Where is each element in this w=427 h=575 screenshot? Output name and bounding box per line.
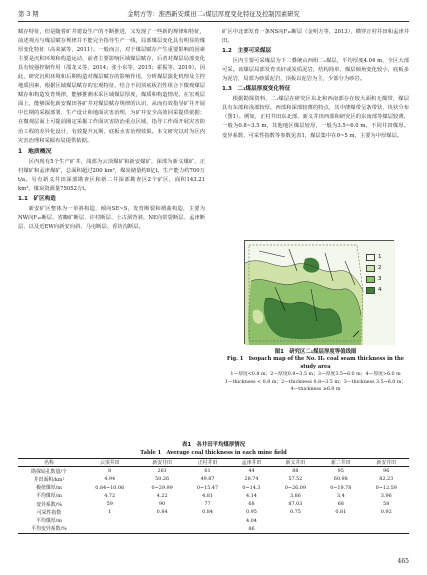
table-row [18,525,409,533]
table-cell [364,525,410,533]
column-header: 新义井田 [273,459,318,467]
row-label: 变异系数/% [36,501,62,508]
table-cell [80,517,139,525]
subsection-heading: 1.3 二₁煤层厚度变化特征 [222,86,291,93]
table-cell [185,525,230,533]
table-cell: 0~19.78 [330,484,352,491]
table-row [18,517,409,525]
figure-note: 1—thickness < 0.8 m；2—thickness 0.8~3.5 m；3—thickness 3.5~6.0 m； [224,379,407,385]
table-cell: 4.22 [156,492,168,499]
table-row [18,492,409,500]
table-cell: 0~12.59 [375,484,397,491]
legend-item [366,253,390,261]
legend-swatch [366,254,375,261]
table-cell [318,525,363,533]
table-cell [273,517,318,525]
table-row [18,467,409,475]
left-column [18,28,205,232]
table-cell [80,525,139,533]
table-cell: 261 [157,468,167,475]
figure-note: 4—thickness ≥6.0 m [290,387,341,392]
table-cell: 0.81 [335,509,347,516]
table-cell: 4.14 [246,492,257,499]
figure-1 [222,240,409,394]
column-header: 新二井田 [318,459,363,467]
column-header: 新安井田 [139,459,184,467]
paragraph: 区内现有5个生产矿井，浅部为云顶煤矿和新安煤矿，深部为新义煤矿、正村煤矿和孟津煤矿，总面积超过200 km²，煤炭储量约8亿t，生产能力约700万t/a。另有新义井田深部勘查区和新二井深部勘查区2个矿区，面积143.21 km²，煤炭资源量75052万t。 [18,158,205,192]
table-cell: 4.72 [104,492,116,499]
table-cell: 95 [337,468,344,475]
table-cell [139,525,184,533]
table-cell: 88 [292,468,299,475]
row-label: 平均变异系数/% [18,525,80,533]
legend-swatch [366,276,375,283]
column-header: 孟津井田 [230,459,272,467]
section-heading: 1 地质概况 [18,148,52,155]
table-cell: 0~14.3 [242,484,261,491]
table-cell: 87.03 [288,501,303,508]
table-cell: 0.84 [202,509,213,516]
right-column [222,28,409,141]
coal-thickness-table [18,458,409,534]
table-cell: 86 [230,525,272,533]
table-cell: 0.95 [246,509,257,516]
table-cell [318,517,363,525]
row-label: 平均煤厚/m [36,493,62,500]
table-cell: 3.96 [380,492,392,499]
table-cell: 0.84 [156,509,168,516]
legend-label: 3 [378,276,382,282]
running-head [18,9,409,21]
table-row [18,500,409,508]
legend-item [366,264,390,272]
table-cell: 4.04 [246,517,257,524]
table-cell: 0~29.99 [151,484,173,491]
table-cell: 0.84~10.06 [95,484,125,491]
table-cell: 61 [204,468,211,475]
column-header: 正村井田 [185,459,230,467]
legend-label: 1 [378,254,382,260]
table-cell: 44 [248,468,255,475]
table-header-row [18,459,409,467]
table-cell: 0.75 [289,509,301,516]
isopach-map [244,240,394,344]
table-row [18,475,409,483]
row-label: 勘探钻孔数量/个 [31,468,67,475]
table-cell: 77 [204,501,211,508]
table-cell: 28.74 [244,476,259,483]
table-cell: 96 [383,468,390,475]
table-cell: 3.86 [289,492,301,499]
legend-swatch [366,265,375,272]
table-cell [273,525,318,533]
table-cell: 60.98 [333,476,348,483]
table-cell: 68 [337,501,344,508]
legend-label: 4 [378,287,382,293]
row-label: 平均煤厚/m [36,518,62,525]
table-cell: 57.52 [288,476,303,483]
table-cell: 1 [108,509,112,516]
table-cell: 0.92 [380,509,392,516]
issue-label: 第 3 期 [18,11,39,18]
legend-swatch [366,287,375,294]
table-row [18,483,409,491]
table-cell: 50.26 [155,476,170,483]
header-rule [18,21,409,22]
table-cell: 49.87 [200,476,215,483]
table-row [18,508,409,516]
table-cell: 0~26.09 [284,484,306,491]
table-cell: 8 [108,468,112,475]
table-cell: 4.94 [104,476,116,483]
table-cell: 68 [248,501,255,508]
map-legend [366,253,390,297]
running-title: 金明方等：淮西新安煤田二₁煤层厚度变化特征及控制因素研究 [127,11,300,18]
table-cell: 90 [159,501,166,508]
table-cell: 4.81 [202,492,213,499]
table-cell: 3.4 [336,492,345,499]
legend-item [366,286,390,294]
table-cell: 58 [383,501,390,508]
figure-note: 1—厚度<0.8 m；2—厚度0.8~3.5 m；3—厚度3.5~6.0 m；4—厚度>6.0 m [230,372,401,377]
subsection-heading: 1.2 主要可采煤层 [222,48,272,55]
table-cell [139,517,184,525]
row-label: 井田面积/km² [33,476,65,483]
page-number: 465 [397,558,409,565]
paragraph: 新安矿区整体为一单斜构造，倾向SE~S，发育断裂和褶曲构造，主要为NW向F₁₀断层、省瞭矿断层、许村断层、土古洞背斜，NE向常袋断层、孟津断层，以及近EW向新安向斜、马屯断层、香坊沟断层。 [18,205,205,230]
subsection-heading: 1.1 矿区构造 [18,195,56,202]
row-label: 可采性指数 [36,509,62,516]
legend-item [366,275,390,283]
column-header: 云顶井田 [80,459,139,467]
paragraph: 根据勘探资料，二₁煤层在研究区东北和西南部存在较大面积无煤带，煤层具有东部和浅部较厚，西部和深部较薄的特点，其中薄煤带呈条带状、块状分布（图1）。例如，正村井田东北部、新义井田西部和研究区的东南部等煤层较薄，一般为0.8~3.5 m，其他地区煤层较厚，一般为3.5~6.0 m。不同井田煤厚、变异系数、可采性指数等参数见表1，煤层集中在0~5 m，主要为中厚煤层。 [222,96,409,139]
table-cell: 82.23 [379,476,394,483]
figure-caption-en: Fig. 1 Isopach map of the No. II₁ coal seam thickness in the study area [226,356,405,370]
column-header: 名称 [18,459,80,467]
table-1 [18,441,409,534]
paragraph: 区内主要可采煤层为下二叠统山西组二₁煤层，平均厚度4.04 m，全区大部可采。该煤层局部发育夹矸或炭质泥岩，结构简单，煤层倾角变化较小，底板多为泥岩，局部为砂质泥岩，顶板以泥岩为主，少部分为砂岩。 [222,58,409,83]
table-cell [185,517,230,525]
table-cell [364,517,410,525]
table-caption-cn: 表1 各井田平均煤厚情况 [181,442,246,448]
table-cell: 59 [106,501,113,508]
legend-label: 2 [378,265,382,271]
table-caption-en: Table 1 Average coal thickness in each mine field [140,450,287,456]
column-header: 新安井田 [364,459,410,467]
paragraph: 赋存特征，但是随着矿井建设生产的不断推进，又发现了一些新的规律和特征，前述观点与煤层赋存规律并不能完全指导生产一线，局部煤层变化具有明显的煤厚变化特征（高荣斌等，2011）。一般而言，对于煤层赋存产生重要影响的因素主要是沉积环境和构造运动，前者主要影响区域煤层赋存，后者对煤层局部变化具有较强控制作用（邵龙义等，2014；张小东等，2015；霍振等，2019）。因此，研究沉积环境和后期构造对煤层赋存的影响作用，分析煤层演化机理及主控地质因素，根据区域煤层赋存的宏观特征，结合不同顶底板岩性组合下微观煤层赋存和构造发育规律，能够推测未采区域煤层厚度，煤质和构造情况。在宏观层面上，能够深化新安煤田各矿井对煤层赋存规律的认识，从而有效指导矿井开展中长期的采掘部署、生产设计和地面灾害治理，为矿井安全高效回采提供依据；在微观层面上可提前圈定采掘工作面灾害防治重点区域，指导工作面开展灾害防治工程的差异化设计，有效提升瓦斯、底板水害治理效果。本文研究以对为区内灾害治理和采掘布局提供依据。 [18,29,205,144]
table-cell: 0~15.47 [196,484,219,491]
paragraph: 矿区中北部发育一条NS向F₁₀断层（金明方等，2013），横穿正村井田和孟津井田。 [222,29,409,45]
figure-caption-cn: 图1 研究区二₁煤层厚度等值线图 [274,349,357,355]
row-label: 极值煤厚/m [36,485,62,492]
